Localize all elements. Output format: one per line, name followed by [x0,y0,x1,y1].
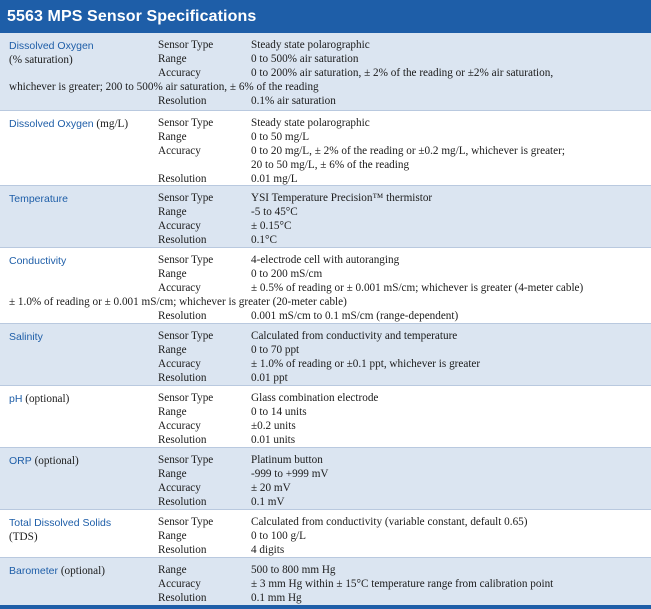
spec-value: 4 digits [251,544,285,556]
spec-key: Accuracy [158,578,201,590]
section-label-name: Salinity [9,331,43,343]
spec-value: Platinum button [251,454,323,466]
spec-value: 0 to 70 ppt [251,344,300,356]
spec-value: Calculated from conductivity (variable constant, default 0.65) [251,516,528,528]
spec-row [0,80,651,94]
spec-key: Resolution [158,544,207,556]
spec-value: 0 to 100 g/L [251,530,307,542]
spec-key: Range [158,344,187,356]
section-label-name: Dissolved Oxygen [9,118,94,130]
spec-row [0,371,651,385]
spec-value: Glass combination electrode [251,392,379,404]
spec-key: Sensor Type [158,330,214,342]
spec-key: Sensor Type [158,392,214,404]
spec-value: YSI Temperature Precision™ thermistor [251,192,433,204]
spec-row [0,343,651,357]
spec-row [0,515,651,529]
spec-key: Resolution [158,496,207,508]
spec-row [0,481,651,495]
section-label-qualifier: (optional) [58,565,105,577]
spec-row [0,295,651,309]
spec-row [0,543,651,557]
spec-value-wrap: whichever is greater; 200 to 500% air saturation, ± 6% of the reading [9,81,319,93]
spec-key: Range [158,53,187,65]
spec-value: 0 to 500% air saturation [251,53,359,65]
section-label-name: Barometer [9,565,59,577]
spec-key: Sensor Type [158,454,214,466]
spec-key: Resolution [158,95,207,107]
spec-row [0,94,651,108]
spec-row [0,66,651,80]
spec-value: 0 to 20 mg/L, ± 2% of the reading or ±0.2 mg/L, whichever is greater; [251,145,565,157]
spec-value: 0.1°C [251,234,277,246]
spec-key: Range [158,206,187,218]
spec-key: Range [158,564,187,576]
spec-row [0,116,651,130]
spec-value: ± 20 mV [251,482,291,494]
spec-row [0,453,651,467]
spec-key: Resolution [158,310,207,322]
spec-key: Range [158,131,187,143]
spec-key: Accuracy [158,482,201,494]
spec-row [0,281,651,295]
section-label-name: ORP [9,455,32,467]
spec-value: ± 0.15°C [251,220,292,232]
spec-value: ± 1.0% of reading or ±0.1 ppt, whichever is greater [251,358,481,370]
spec-key: Accuracy [158,420,201,432]
spec-key: Range [158,530,187,542]
section-label-qualifier: (mg/L) [93,118,129,130]
spec-value: -999 to +999 mV [251,468,329,480]
spec-value: 4-electrode cell with autoranging [251,254,400,266]
spec-key: Sensor Type [158,117,214,129]
spec-value: 0.01 mg/L [251,173,298,185]
spec-key: Sensor Type [158,254,214,266]
spec-row [0,158,651,172]
section-label-unit: (TDS) [9,531,38,543]
spec-value: 0.1% air saturation [251,95,336,107]
spec-value: 0 to 14 units [251,406,307,418]
section-label-name: Dissolved Oxygen [9,40,94,52]
spec-key: Range [158,406,187,418]
spec-section [0,185,651,247]
spec-value: ±0.2 units [251,420,296,432]
spec-row [0,52,651,66]
section-label-unit: (% saturation) [9,54,73,66]
spec-value-wrap: ± 1.0% of reading or ± 0.001 mS/cm; whichever is greater (20-meter cable) [9,296,347,308]
spec-key: Range [158,468,187,480]
spec-row [0,309,651,323]
spec-section [0,509,651,557]
section-label-name: Total Dissolved Solids [9,517,112,529]
spec-key: Resolution [158,173,207,185]
spec-row [0,391,651,405]
spec-key: Accuracy [158,282,201,294]
spec-value: Calculated from conductivity and temperature [251,330,458,342]
page-title: 5563 MPS Sensor Specifications [0,0,651,33]
spec-row [0,144,651,158]
spec-key: Range [158,268,187,280]
spec-value: 0.01 ppt [251,372,288,384]
spec-row [0,219,651,233]
spec-row [0,577,651,591]
spec-key: Resolution [158,372,207,384]
spec-value: 0.1 mm Hg [251,592,302,604]
spec-value: -5 to 45°C [251,206,298,218]
spec-section [0,33,651,110]
spec-row [0,467,651,481]
spec-key: Accuracy [158,220,201,232]
spec-key: Sensor Type [158,39,214,51]
spec-key: Accuracy [158,358,201,370]
spec-key: Accuracy [158,145,201,157]
spec-row [0,529,651,543]
spec-value: 0 to 200% air saturation, ± 2% of the reading or ±2% air saturation, [251,67,554,79]
spec-row [0,172,651,186]
spec-row [0,329,651,343]
spec-value: 0.1 mV [251,496,285,508]
spec-row [0,191,651,205]
spec-row [0,419,651,433]
spec-row [0,357,651,371]
spec-key: Accuracy [158,67,201,79]
spec-key: Resolution [158,434,207,446]
spec-section [0,323,651,385]
spec-row [0,495,651,509]
section-label-name: Temperature [9,193,68,205]
spec-section [0,385,651,447]
section-label-name: pH [9,393,23,405]
spec-value: 0.01 units [251,434,296,446]
spec-value: ± 3 mm Hg within ± 15°C temperature range from calibration point [251,578,554,590]
spec-row [0,233,651,247]
spec-value: 20 to 50 mg/L, ± 6% of the reading [251,159,410,171]
spec-value: 0 to 50 mg/L [251,131,310,143]
spec-value: ± 0.5% of reading or ± 0.001 mS/cm; whichever is greater (4-meter cable) [251,282,584,294]
spec-row [0,130,651,144]
spec-row [0,205,651,219]
spec-section [0,247,651,323]
spec-key: Sensor Type [158,192,214,204]
spec-key: Resolution [158,234,207,246]
spec-row [0,253,651,267]
spec-key: Sensor Type [158,516,214,528]
spec-value: Steady state polarographic [251,117,370,129]
spec-key: Resolution [158,592,207,604]
spec-row [0,405,651,419]
section-label-name: Conductivity [9,255,67,267]
section-label-qualifier: (optional) [31,455,79,467]
spec-row [0,591,651,605]
spec-section [0,447,651,509]
spec-section [0,557,651,605]
spec-row [0,267,651,281]
spec-row [0,563,651,577]
bottom-rule [0,605,651,609]
spec-value: 500 to 800 mm Hg [251,564,336,576]
spec-section [0,110,651,185]
spec-value: 0 to 200 mS/cm [251,268,323,280]
spec-row [0,433,651,447]
spec-value: 0.001 mS/cm to 0.1 mS/cm (range-dependent) [251,310,459,322]
spec-value: Steady state polarographic [251,39,370,51]
section-label-qualifier: (optional) [22,393,70,405]
spec-row [0,38,651,52]
